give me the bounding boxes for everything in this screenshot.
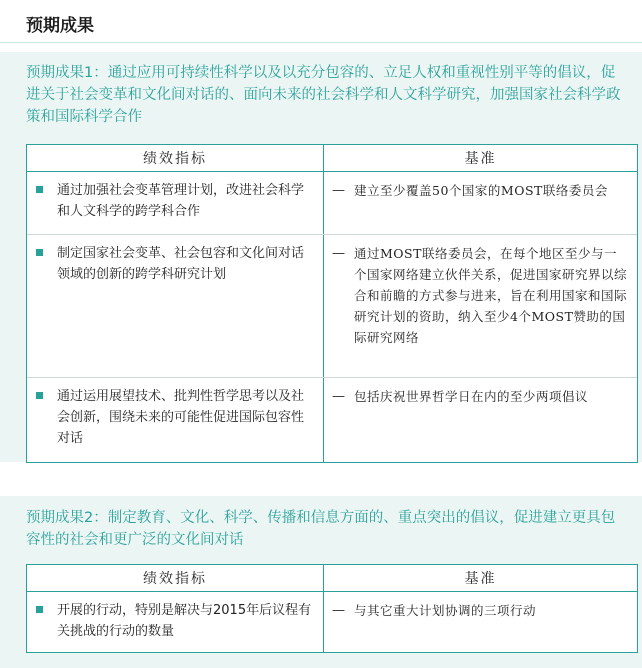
indicator-cell — [27, 592, 323, 652]
indicator-text: 制定国家社会变革、社会包容和文化间对话领域的创新的跨学科研究计划 — [57, 246, 305, 282]
benchmark-text: 包括庆祝世界哲学日在内的至少两项倡议 — [354, 389, 589, 404]
outcome-1-table — [26, 144, 638, 463]
bullet-square-icon — [36, 249, 43, 256]
dash-icon: — — [332, 603, 346, 618]
outcome-1-title: 预期成果1：通过应用可持续性科学以及以充分包容的、立足人权和重视性别平等的倡议，促进关于社会变革和文化间对话的、面向未来的社会科学和人文科学研究，加强国家社会科学政策和国际科学合作 — [26, 65, 621, 125]
title-divider — [0, 42, 642, 43]
outcome-2-title: 预期成果2：制定教育、文化、科学、传播和信息方面的、重点突出的倡议，促进建立更具包容性的社会和更广泛的文化间对话 — [26, 510, 616, 548]
indicator-cell — [27, 172, 323, 234]
benchmark-text: 建立至少覆盖50个国家的MOST联络委员会 — [354, 183, 608, 198]
benchmark-cell — [323, 592, 637, 652]
outcome-1-panel — [0, 52, 642, 462]
table-header — [27, 565, 637, 592]
dash-icon: — — [332, 246, 346, 261]
benchmark-cell — [323, 235, 637, 377]
benchmark-cell — [323, 378, 637, 462]
indicator-text: 通过运用展望技术、批判性哲学思考以及社会创新，围绕未来的可能性促进国际包容性对话 — [57, 389, 305, 446]
header-indicator: 绩效指标 — [143, 571, 207, 587]
benchmark-text: 与其它重大计划协调的三项行动 — [354, 603, 537, 618]
table-row — [27, 172, 637, 235]
indicator-text: 通过加强社会变革管理计划，改进社会科学和人文科学的跨学科合作 — [57, 183, 305, 219]
header-indicator: 绩效指标 — [143, 151, 207, 167]
page-title: 预期成果 — [26, 16, 94, 36]
outcome-2-panel — [0, 496, 642, 668]
dash-icon: — — [332, 389, 346, 404]
table-row — [27, 235, 637, 378]
bullet-square-icon — [36, 606, 43, 613]
bullet-square-icon — [36, 186, 43, 193]
table-row — [27, 378, 637, 462]
indicator-cell — [27, 235, 323, 377]
bullet-square-icon — [36, 392, 43, 399]
outcome-2-table — [26, 564, 638, 653]
indicator-cell — [27, 378, 323, 462]
table-header — [27, 145, 637, 172]
indicator-text: 开展的行动，特别是解决与2015年后议程有关挑战的行动的数量 — [57, 603, 312, 639]
benchmark-cell — [323, 172, 637, 234]
header-benchmark: 基准 — [323, 145, 637, 171]
benchmark-text: 通过MOST联络委员会，在每个地区至少与一个国家网络建立伙伴关系，促进国家研究界以综合和前瞻的方式参与进来，旨在利用国家和国际研究计划的资助，纳入至少4个MOST赞助的国际研究网络 — [354, 246, 628, 345]
header-benchmark: 基准 — [323, 565, 637, 591]
dash-icon: — — [332, 183, 346, 198]
table-row — [27, 592, 637, 652]
